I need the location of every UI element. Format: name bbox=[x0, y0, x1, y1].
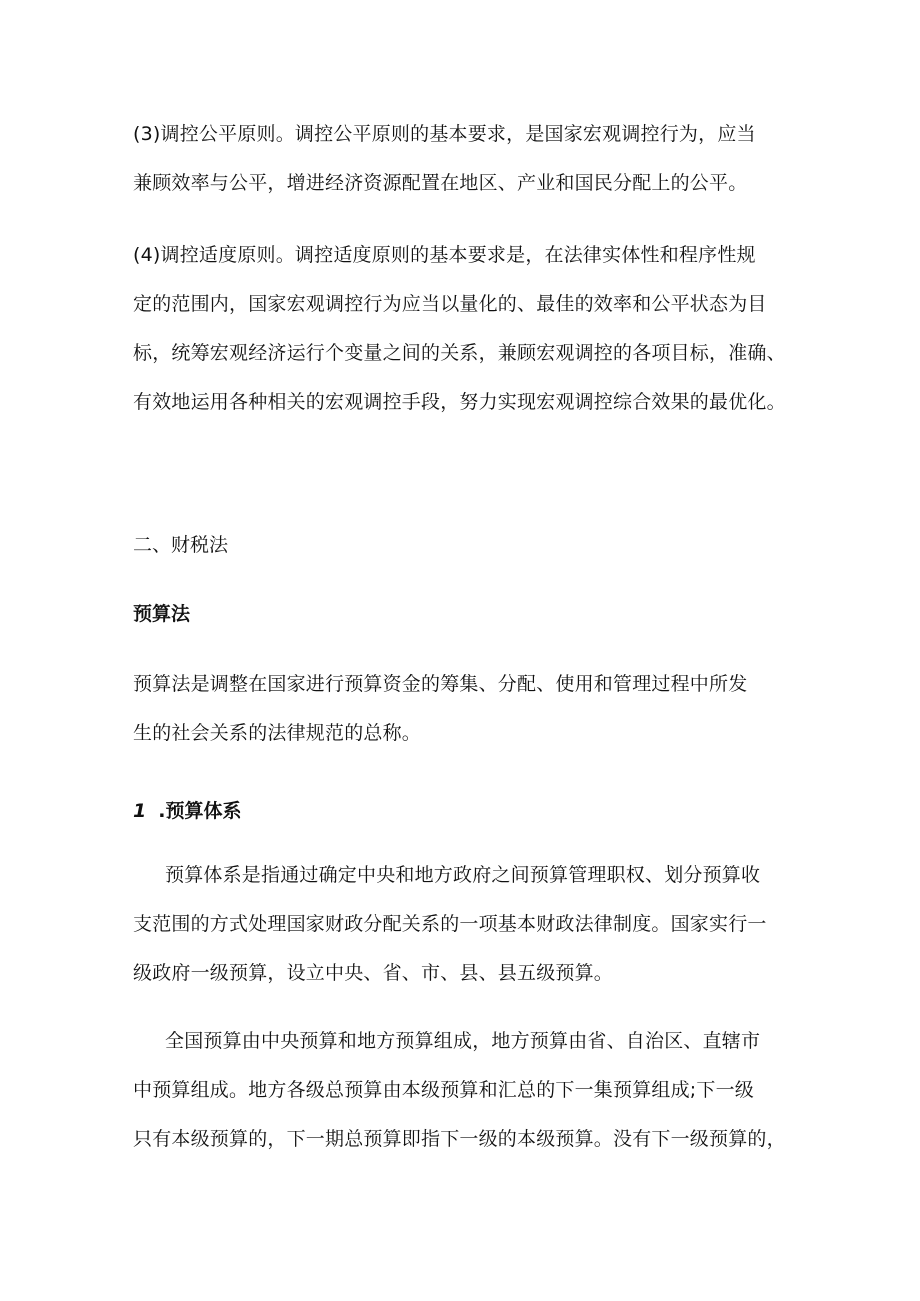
text-line: 中预算组成。地方各级总预算由本级预算和汇总的下一集预算组成;下一级 bbox=[133, 1079, 755, 1101]
text-line: 标，统筹宏观经济运行个变量之间的关系，兼顾宏观调控的各项目标，准确、 bbox=[133, 342, 786, 364]
text-line: 定的范围内，国家宏观调控行为应当以量化的、最佳的效率和公平状态为目 bbox=[133, 293, 767, 315]
text-line: 全国预算由中央预算和地方预算组成，地方预算由省、自治区、直辖市 bbox=[165, 1030, 761, 1052]
text-line: 有效地运用各种相关的宏观调控手段，努力实现宏观调控综合效果的最优化。 bbox=[133, 391, 786, 413]
paragraph-budget-law-definition bbox=[133, 671, 793, 769]
subsection-number: 1 bbox=[133, 800, 147, 822]
text-line: 兼顾效率与公平，增进经济资源配置在地区、产业和国民分配上的公平。 bbox=[133, 172, 748, 194]
text-line: (4)调控适度原则。调控适度原则的基本要求是，在法律实体性和程序性规 bbox=[133, 244, 756, 266]
text-line: (3)调控公平原则。调控公平原则的基本要求，是国家宏观调控行为，应当 bbox=[133, 123, 756, 145]
paragraph-national-budget bbox=[133, 1028, 793, 1175]
text-line: 预算体系是指通过确定中央和地方政府之间预算管理职权、划分预算收 bbox=[165, 864, 761, 886]
text-line: 支范围的方式处理国家财政分配关系的一项基本财政法律制度。国家实行一 bbox=[133, 913, 767, 935]
text-line: 级政府一级预算，设立中央、省、市、县、县五级预算。 bbox=[133, 962, 614, 984]
subsection-heading-budget-system bbox=[133, 798, 793, 824]
text-line: 生的社会关系的法律规范的总称。 bbox=[133, 722, 422, 744]
text-line: 预算法是调整在国家进行预算资金的筹集、分配、使用和管理过程中所发 bbox=[133, 673, 748, 695]
subsection-title: .预算体系 bbox=[158, 800, 242, 822]
text-line: 只有本级预算的，下一期总预算即指下一级的本级预算。没有下一级预算的， bbox=[133, 1128, 786, 1150]
paragraph-moderation-principle bbox=[133, 242, 793, 438]
paragraph-budget-system bbox=[133, 862, 793, 1009]
paragraph-fairness-principle bbox=[133, 121, 793, 219]
chapter-heading: 二、财税法 bbox=[133, 534, 229, 556]
section-heading-budget-law: 预算法 bbox=[133, 603, 191, 625]
